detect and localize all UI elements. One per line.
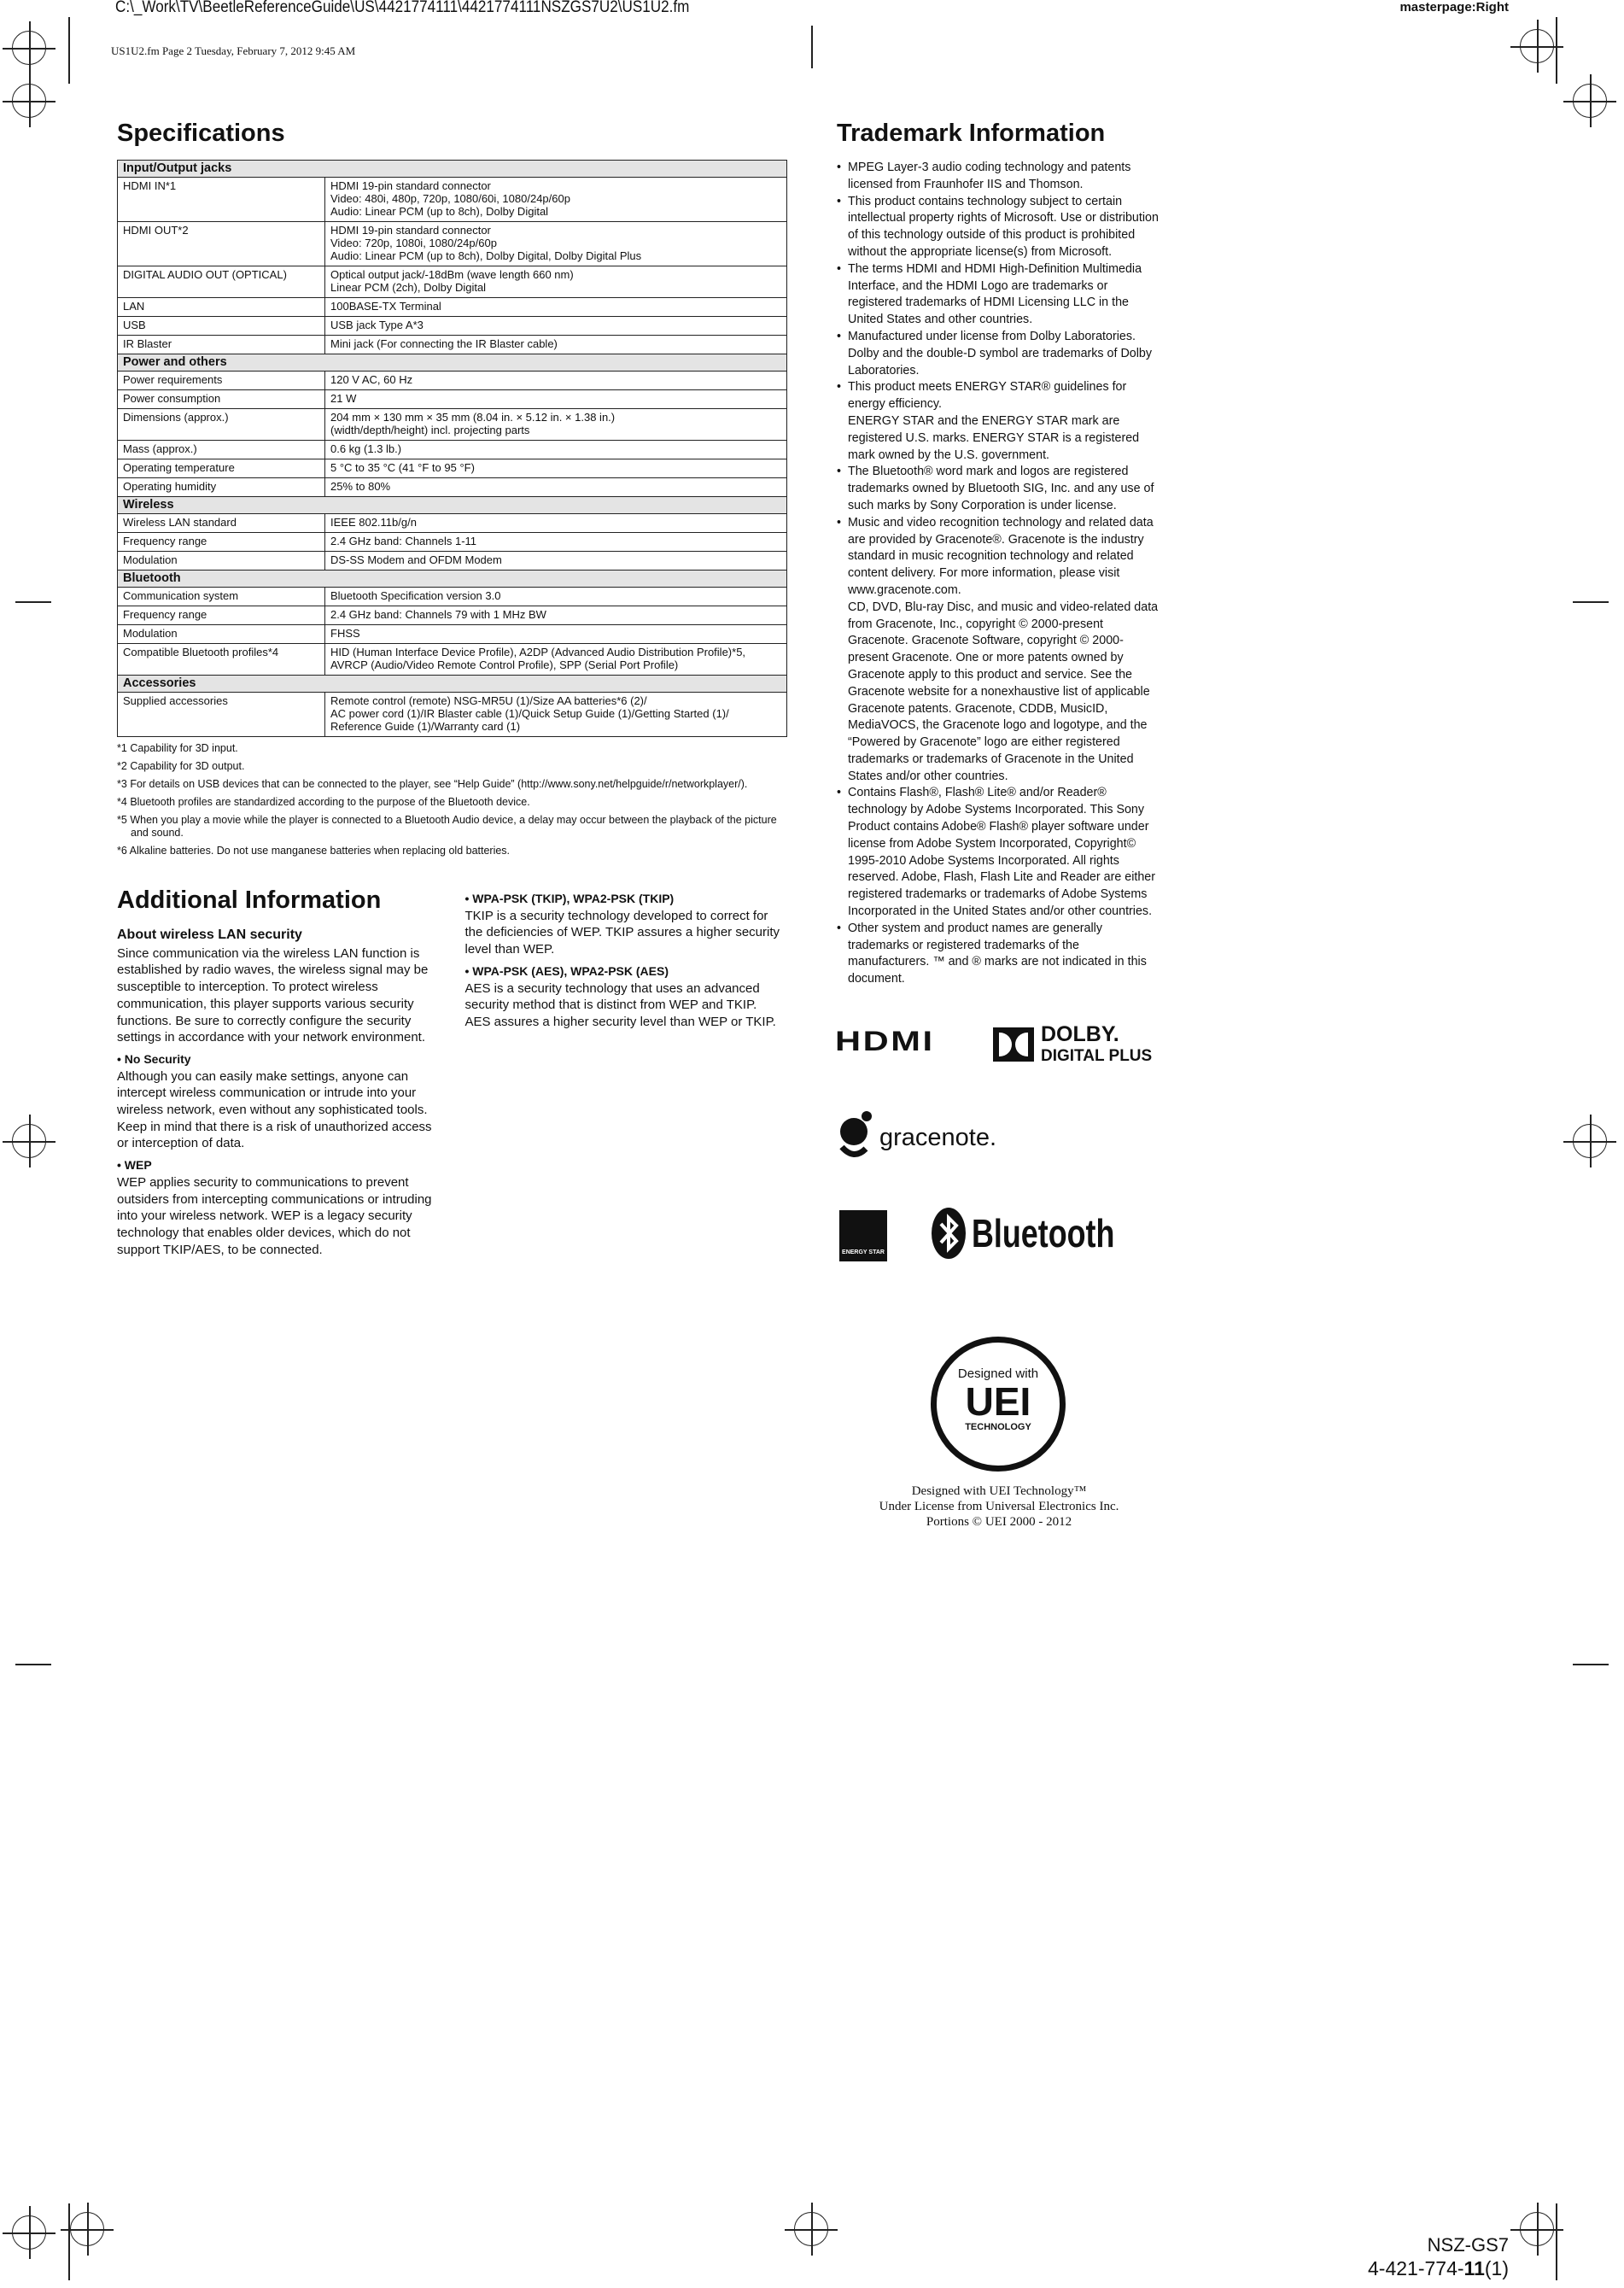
- registration-mark-icon: [794, 2212, 828, 2246]
- part-code: [1368, 2256, 1509, 2280]
- registration-mark-icon: [12, 1124, 46, 1158]
- spec-value: 100BASE-TX Terminal: [325, 298, 787, 317]
- trademark-item: • This product meets ENERGY STAR® guidelines for energy efficiency. ENERGY STAR and the ENERGY STAR mark are registered U.S. marks. ENERGY STAR is a registered mark owned by the U.S. government.: [837, 379, 1161, 464]
- table-row: [118, 606, 787, 625]
- trademark-list: [837, 160, 1161, 988]
- spec-label: Communication system: [118, 588, 325, 606]
- section-title: Wireless: [118, 497, 787, 514]
- spec-value: Bluetooth Specification version 3.0: [325, 588, 787, 606]
- spec-label: Frequency range: [118, 533, 325, 552]
- table-row: [118, 298, 787, 317]
- table-row: [118, 336, 787, 354]
- registration-mark-icon: [1520, 2212, 1554, 2246]
- model-number: NSZ-GS7: [1427, 2234, 1509, 2256]
- spec-label: IR Blaster: [118, 336, 325, 354]
- spec-label: Power requirements: [118, 372, 325, 390]
- trim-mark: [15, 601, 51, 603]
- bluetooth-text: Bluetooth: [972, 1211, 1115, 1256]
- footnote: [117, 760, 787, 773]
- spec-label: Frequency range: [118, 606, 325, 625]
- security-item-body: TKIP is a security technology developed to correct for the deficiencies of WEP. TKIP assures a higher security level than WEP.: [464, 908, 780, 957]
- trademark-item: • Other system and product names are generally trademarks or registered trademarks of the manufacturers. ™ and ® marks are not indicated in this document.: [837, 921, 1161, 988]
- spec-label: DIGITAL AUDIO OUT (OPTICAL): [118, 266, 325, 298]
- uei-caption-line: Designed with UEI Technology™: [911, 1484, 1087, 1499]
- section-header-row: [118, 676, 787, 693]
- registration-mark-icon: [1573, 1124, 1607, 1158]
- section-header-row: [118, 571, 787, 588]
- spec-value: 120 V AC, 60 Hz: [325, 372, 787, 390]
- code-post: (1): [1484, 2257, 1509, 2279]
- right-column: [835, 120, 1178, 1530]
- registration-mark-icon: [1573, 84, 1607, 118]
- bluetooth-logo: [931, 1207, 1155, 1260]
- spec-value: IEEE 802.11b/g/n: [325, 514, 787, 533]
- section-header-row: [118, 161, 787, 178]
- section-title: Power and others: [118, 354, 787, 372]
- uei-logo: [931, 1337, 1066, 1472]
- table-row: [118, 625, 787, 644]
- spec-label: Wireless LAN standard: [118, 514, 325, 533]
- trademark-item: • Music and video recognition technology and related data are provided by Gracenote®. Gracenote is the industry standard in music recognition technology and related content delivery. For more information, please visit www.gracenote.com. CD, DVD, Blu-ray Disc, and music and video-related data from Gracenote, Inc., copyright © 2000-present Gracenote. Gracenote Software, copyright © 2000-present Gracenote. One or more patents owned by Gracenote apply to this product and service. See the Gracenote website for a nonexhaustive list of applicable Gracenote patents. Gracenote, CDDB, MusicID, MediaVOCS, the Gracenote logo and logotype, and the “Powered by Gracenote” logo are either registered trademarks or trademarks of Gracenote in the United States and/or other countries.: [837, 515, 1161, 786]
- footnote-mark: *2: [117, 760, 127, 772]
- spec-label: Supplied accessories: [118, 693, 325, 737]
- security-item-body: AES is a security technology that uses an advanced security method that is distinct from WEP and TKIP. AES assures a higher security level than WEP or TKIP.: [464, 980, 776, 1029]
- table-row: [118, 459, 787, 478]
- logos-area: [835, 1022, 1178, 1530]
- spec-label: Dimensions (approx.): [118, 409, 325, 441]
- spec-value: 2.4 GHz band: Channels 1-11: [325, 533, 787, 552]
- security-item-head: • WPA-PSK (TKIP), WPA2-PSK (TKIP): [464, 892, 675, 905]
- dolby-text: DOLBY.: [1041, 1022, 1119, 1047]
- spec-value: FHSS: [325, 625, 787, 644]
- footnote-text: Bluetooth profiles are standardized according to the purpose of the Bluetooth device.: [130, 796, 530, 808]
- spec-value: HDMI 19-pin standard connector Video: 480i, 480p, 720p, 1080/60i, 1080/24p/60p Audio: Linear PCM (up to 8ch), Dolby Digital: [325, 178, 787, 222]
- registration-mark-icon: [12, 2215, 46, 2250]
- spec-label: Mass (approx.): [118, 441, 325, 459]
- table-row: [118, 644, 787, 676]
- bluetooth-rune-icon: [931, 1207, 967, 1260]
- specifications-heading: Specifications: [117, 120, 285, 147]
- spec-value: HID (Human Interface Device Profile), A2DP (Advanced Audio Distribution Profile)*5, AVRCP (Audio/Video Remote Control Profile), SPP (Serial Port Profile): [325, 644, 787, 676]
- spec-label: LAN: [118, 298, 325, 317]
- spec-label: USB: [118, 317, 325, 336]
- security-item-head: • No Security: [117, 1051, 191, 1066]
- table-row: [118, 514, 787, 533]
- spec-value: 0.6 kg (1.3 lb.): [325, 441, 787, 459]
- footnote-mark: *6: [117, 845, 127, 857]
- footnote-mark: *1: [117, 742, 127, 754]
- table-row: [118, 441, 787, 459]
- table-row: [118, 317, 787, 336]
- table-row: [118, 478, 787, 497]
- wireless-intro: Since communication via the wireless LAN function is established by radio waves, the wireless signal may be susceptible to interception. To protect wireless communication, this player supports various security functions. Be sure to correctly configure the security settings in accordance with your network environment.: [117, 945, 429, 1045]
- footnote-text: Capability for 3D output.: [130, 760, 245, 772]
- section-title: Accessories: [118, 676, 787, 693]
- footnote: [117, 845, 787, 857]
- table-row: [118, 372, 787, 390]
- additional-info-col1: [117, 927, 437, 1258]
- trademark-item: • The Bluetooth® word mark and logos are registered trademarks owned by Bluetooth SIG, Inc. and any use of such marks by Sony Corporation is under license.: [837, 464, 1161, 514]
- spec-value: 21 W: [325, 390, 787, 409]
- footnote-mark: *4: [117, 796, 127, 808]
- trim-mark: [15, 1664, 51, 1665]
- security-item-head: • WEP: [117, 1158, 152, 1173]
- specifications-table: [117, 160, 787, 737]
- gracenote-text: gracenote.: [879, 1124, 997, 1152]
- spec-value: 25% to 80%: [325, 478, 787, 497]
- section-header-row: [118, 497, 787, 514]
- footnote-text: When you play a movie while the player is connected to a Bluetooth Audio device, a delay may occur between the playback of the picture and sound.: [130, 814, 777, 839]
- footnote-mark: *5: [117, 814, 127, 826]
- wireless-security-subheading: About wireless LAN security: [117, 927, 302, 942]
- trim-mark: [1573, 1664, 1609, 1665]
- spec-value: 2.4 GHz band: Channels 79 with 1 MHz BW: [325, 606, 787, 625]
- spec-value: 5 °C to 35 °C (41 °F to 95 °F): [325, 459, 787, 478]
- security-item-head: • WPA-PSK (AES), WPA2-PSK (AES): [464, 963, 669, 978]
- section-header-row: [118, 354, 787, 372]
- trim-mark: [1573, 601, 1609, 603]
- footnote: [117, 814, 787, 840]
- table-row: [118, 552, 787, 571]
- trim-mark: [68, 17, 70, 84]
- uei-caption: [820, 1483, 1178, 1530]
- registration-mark-icon: [70, 2212, 104, 2246]
- uei-caption-line: Under License from Universal Electronics Inc.: [879, 1500, 1119, 1514]
- table-row: [118, 409, 787, 441]
- spec-value: HDMI 19-pin standard connector Video: 720p, 1080i, 1080/24p/60p Audio: Linear PCM (up to 8ch), Dolby Digital, Dolby Digital Plus: [325, 222, 787, 266]
- registration-mark-icon: [12, 84, 46, 118]
- uei-caption-line: Portions © UEI 2000 - 2012: [926, 1515, 1072, 1530]
- footnote-mark: *3: [117, 778, 127, 790]
- spec-label: Operating humidity: [118, 478, 325, 497]
- trim-mark: [1556, 2203, 1557, 2280]
- footnote: [117, 742, 787, 755]
- spec-value: 204 mm × 130 mm × 35 mm (8.04 in. × 5.12 in. × 1.38 in.) (width/depth/height) incl. projecting parts: [325, 409, 787, 441]
- trademark-item: • Manufactured under license from Dolby Laboratories. Dolby and the double-D symbol are trademarks of Dolby Laboratories.: [837, 329, 1161, 379]
- code-bold: 11: [1463, 2257, 1485, 2279]
- dolby-dd-icon: [993, 1027, 1034, 1062]
- spec-label: HDMI IN*1: [118, 178, 325, 222]
- spec-label: Compatible Bluetooth profiles*4: [118, 644, 325, 676]
- security-item-body: Although you can easily make settings, anyone can intercept wireless communication or intrude into your wireless network, even without any sophisticated tools. Keep in mind that there is a risk of unauthorized access or interception of data.: [117, 1068, 432, 1151]
- trademark-heading: Trademark Information: [837, 120, 1106, 147]
- footnote: [117, 796, 787, 809]
- trim-mark: [811, 26, 813, 68]
- spec-value: Mini jack (For connecting the IR Blaster cable): [325, 336, 787, 354]
- code-pre: 4-421-774-: [1368, 2257, 1464, 2279]
- uei-top-text: Designed with: [957, 1366, 1039, 1382]
- spec-value: USB jack Type A*3: [325, 317, 787, 336]
- footnote-text: Capability for 3D input.: [130, 742, 238, 754]
- table-row: [118, 533, 787, 552]
- masterpage-label: masterpage:Right: [1399, 0, 1509, 15]
- spec-label: HDMI OUT*2: [118, 222, 325, 266]
- hdmi-logo: HDMI: [835, 1026, 935, 1057]
- footnotes: [117, 742, 787, 857]
- footnote-text: Alkaline batteries. Do not use manganese batteries when replacing old batteries.: [129, 845, 511, 857]
- dolby-logo: [993, 1022, 1152, 1066]
- spec-value: Remote control (remote) NSG-MR5U (1)/Size AA batteries*6 (2)/ AC power cord (1)/IR Blaster cable (1)/Quick Setup Guide (1)/Getting Started (1)/ Reference Guide (1)/Warranty card (1): [325, 693, 787, 737]
- dolby-sub: DIGITAL PLUS: [1041, 1047, 1153, 1066]
- table-row: [118, 222, 787, 266]
- gracenote-logo: [838, 1109, 996, 1161]
- section-title: Bluetooth: [118, 571, 787, 588]
- table-row: [118, 266, 787, 298]
- spec-label: Modulation: [118, 625, 325, 644]
- gracenote-g-icon: [838, 1109, 874, 1161]
- table-row: [118, 390, 787, 409]
- file-path: C:\_Work\TV\BeetleReferenceGuide\US\4421774111\4421774111NSZGS7U2\US1U2.fm: [115, 0, 690, 16]
- trim-mark: [1556, 17, 1557, 84]
- trademark-item: • Contains Flash®, Flash® Lite® and/or Reader® technology by Adobe Systems Incorporated. This Sony Product contains Adobe® Flash® player software under license from Adobe System Incorporated, Copyright© 1995-2010 Adobe Systems Incorporated. All rights reserved. Adobe, Flash, Flash Lite and Reader are either registered trademarks or trademarks of Adobe Systems Incorporated in the United States and/or other countries.: [837, 785, 1161, 920]
- additional-info-heading: Additional Information: [117, 887, 382, 914]
- trademark-item: • The terms HDMI and HDMI High-Definition Multimedia Interface, and the HDMI Logo are trademarks or registered trademarks of HDMI Licensing LLC in the United States and other countries.: [837, 261, 1161, 329]
- spec-value: DS-SS Modem and OFDM Modem: [325, 552, 787, 571]
- table-row: [118, 588, 787, 606]
- footnote-text: For details on USB devices that can be connected to the player, see “Help Guide” (http://www.sony.net/helpguide/r/networkplayer/).: [130, 778, 748, 790]
- section-title: Input/Output jacks: [118, 161, 787, 178]
- registration-mark-icon: [1520, 29, 1554, 63]
- uei-bot-text: TECHNOLOGY: [965, 1422, 1031, 1433]
- additional-info-col2: [465, 886, 788, 1031]
- energy-star-logo: ENERGY STAR: [839, 1210, 887, 1261]
- trademark-item: • MPEG Layer-3 audio coding technology and patents licensed from Fraunhofer IIS and Thomson.: [837, 160, 1161, 194]
- uei-mid-text: UEI: [965, 1379, 1031, 1425]
- print-stamp: US1U2.fm Page 2 Tuesday, February 7, 2012 9:45 AM: [111, 44, 356, 57]
- security-item-body: WEP applies security to communications to prevent outsiders from intercepting communications or intruding into your wireless network. WEP is a legacy security technology that enables older devices, which do not support TKIP/AES, to be connected.: [117, 1174, 432, 1257]
- left-column: [117, 120, 787, 1258]
- spec-label: Modulation: [118, 552, 325, 571]
- table-row: [118, 693, 787, 737]
- spec-value: Optical output jack/-18dBm (wave length 660 nm) Linear PCM (2ch), Dolby Digital: [325, 266, 787, 298]
- registration-mark-icon: [12, 31, 46, 65]
- trademark-item: • This product contains technology subject to certain intellectual property rights of Microsoft. Use or distribution of this technology outside of this product is prohibited without the appropriate license(s) from Microsoft.: [837, 194, 1161, 261]
- trim-mark: [68, 2203, 70, 2280]
- page-footer: [1368, 2234, 1509, 2280]
- table-row: [118, 178, 787, 222]
- spec-label: Operating temperature: [118, 459, 325, 478]
- spec-label: Power consumption: [118, 390, 325, 409]
- footnote: [117, 778, 787, 791]
